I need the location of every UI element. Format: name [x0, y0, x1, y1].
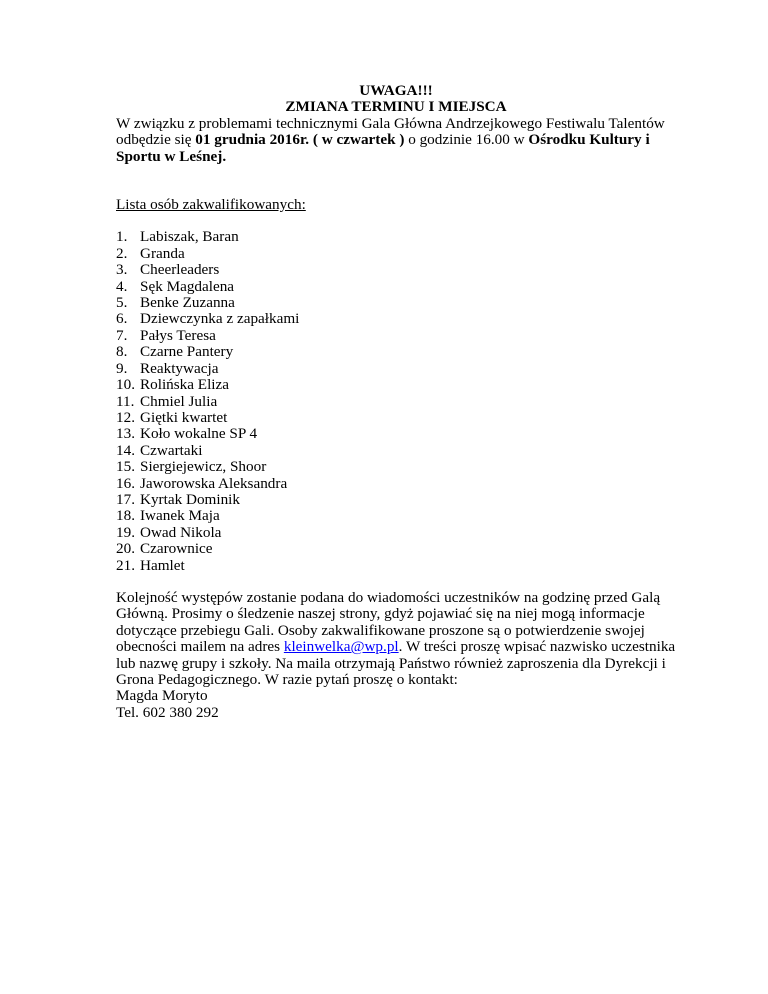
contact-phone: Tel. 602 380 292 [116, 703, 219, 721]
list-item-name: Koło wokalne SP 4 [140, 425, 258, 443]
list-item [116, 246, 676, 262]
list-item-number: 3. [116, 261, 128, 279]
list-item-number: 4. [116, 277, 128, 295]
list-item-name: Labiszak, Baran [140, 228, 239, 246]
list-item [116, 394, 676, 410]
list-item [116, 328, 676, 344]
list-item-number: 19. [116, 523, 135, 541]
list-item-number: 8. [116, 343, 128, 361]
list-item-name: Kyrtak Dominik [140, 490, 240, 508]
list-item-name: Czwartaki [140, 441, 203, 459]
list-item [116, 558, 676, 574]
list-item [116, 443, 676, 459]
list-item [116, 541, 676, 557]
announcement-time-text: o godzinie 16.00 w [404, 131, 529, 149]
list-item-name: Sęk Magdalena [140, 277, 235, 295]
list-item-name: Reaktywacja [140, 359, 219, 377]
email-link[interactable]: kleinwelka@wp.pl [283, 638, 399, 656]
list-item-number: 6. [116, 310, 128, 328]
list-item [116, 377, 676, 393]
list-item-name: Giętki kwartet [140, 408, 228, 426]
list-item-number: 18. [116, 507, 135, 525]
document-page [116, 83, 676, 721]
list-item [116, 279, 676, 295]
list-item-name: Siergiejewicz, Shoor [140, 458, 267, 476]
list-item-name: Granda [140, 244, 185, 262]
list-item [116, 492, 676, 508]
list-item-name: Czarownice [140, 540, 213, 558]
closing-paragraph [116, 590, 676, 721]
contact-name: Magda Moryto [116, 687, 208, 705]
list-item-number: 14. [116, 441, 135, 459]
list-item-number: 17. [116, 490, 135, 508]
list-item [116, 476, 676, 492]
event-date: 01 grudnia 2016r. ( w czwartek ) [195, 131, 405, 149]
list-item-name: Dziewczynka z zapałkami [140, 310, 300, 328]
list-item-name: Iwanek Maja [140, 507, 220, 525]
warning-heading: UWAGA!!! [359, 82, 433, 99]
list-item-number: 5. [116, 294, 128, 312]
list-item-number: 16. [116, 474, 135, 492]
list-item-name: Chmiel Julia [140, 392, 218, 410]
list-item [116, 459, 676, 475]
list-item-number: 13. [116, 425, 135, 443]
list-item [116, 410, 676, 426]
list-item-name: Czarne Pantery [140, 343, 234, 361]
list-item-number: 1. [116, 228, 128, 246]
announcement-paragraph [116, 116, 676, 165]
list-item-number: 10. [116, 376, 135, 394]
list-item [116, 262, 676, 278]
list-item [116, 344, 676, 360]
list-item [116, 229, 676, 245]
list-item-number: 15. [116, 458, 135, 476]
list-item-name: Owad Nikola [140, 523, 222, 541]
event-place: Ośrodku Kultury i Sportu w Leśnej. [116, 131, 650, 165]
list-item-number: 2. [116, 244, 128, 262]
list-item-name: Cheerleaders [140, 261, 220, 279]
list-item-name: Pałys Teresa [140, 326, 216, 344]
list-item [116, 426, 676, 442]
announcement-text: W związku z problemami technicznymi Gala Główna Andrzejkowego Festiwalu Talentów odbędzie się [116, 114, 665, 149]
closing-text: Kolejność występów zostanie podana do wiadomości uczestników na godzinę przed Galą Główną. Prosimy o śledzenie naszej strony, gdyż pojawiać się na niej mogą informacje dotyczące przebiegu Gali. Osoby zakwalifikowane proszone są o potwierdzenie swojej obecności mailem na adres [116, 588, 661, 656]
list-item-number: 21. [116, 556, 135, 574]
list-item [116, 311, 676, 327]
list-item [116, 295, 676, 311]
list-item-number: 11. [116, 392, 135, 410]
list-item [116, 361, 676, 377]
list-item-number: 9. [116, 359, 128, 377]
list-item [116, 525, 676, 541]
list-item-name: Benke Zuzanna [140, 294, 235, 312]
list-item-number: 12. [116, 408, 135, 426]
list-item-name: Rolińska Eliza [140, 376, 229, 394]
closing-text-continued: . W treści proszę wpisać nazwisko uczestnika lub nazwę grupy i szkoły. Na maila otrzymają Państwo również zaproszenia dla Dyrekcji i Grona Pedagogicznego. W razie pytań proszę o kontakt: [116, 638, 676, 688]
list-item-name: Hamlet [140, 556, 185, 574]
list-item-number: 20. [116, 540, 135, 558]
qualified-list [116, 229, 676, 574]
list-title: Lista osób zakwalifikowanych: [116, 196, 306, 214]
list-item-number: 7. [116, 326, 128, 344]
list-item [116, 508, 676, 524]
change-heading: ZMIANA TERMINU I MIEJSCA [285, 98, 507, 116]
list-item-name: Jaworowska Aleksandra [140, 474, 288, 492]
